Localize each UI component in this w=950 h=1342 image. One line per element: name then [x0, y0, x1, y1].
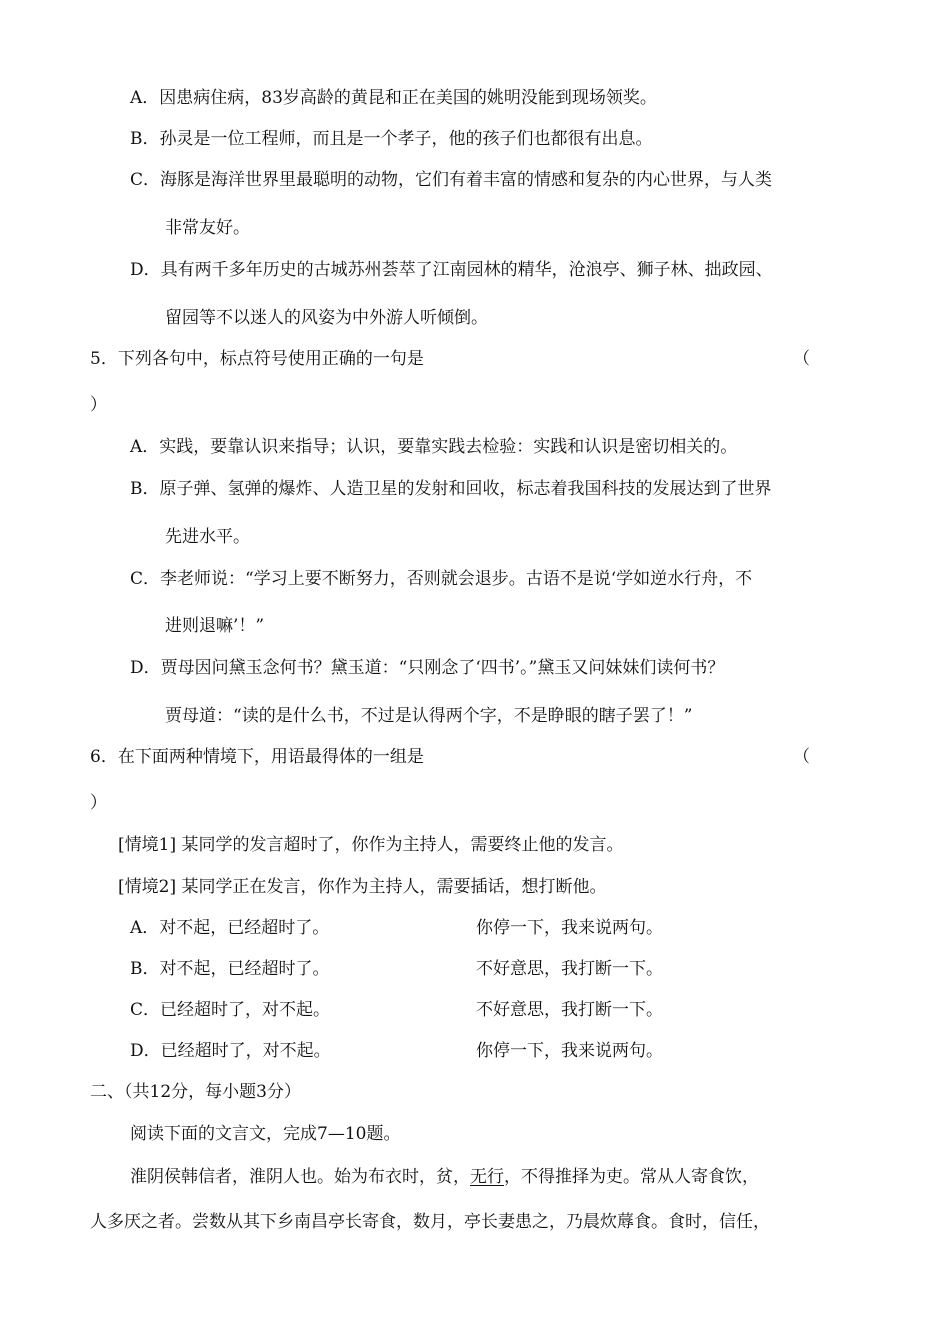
q4-option-a: A．因患病住病，83岁高龄的黄昆和正在美国的姚明没能到现场领奖。	[130, 88, 657, 108]
q6-option-a-col2: 你停一下，我来说两句。	[476, 918, 663, 938]
q6-option-d-col2: 你停一下，我来说两句。	[476, 1041, 663, 1061]
q6-stem: 6．在下面两种情境下，用语最得体的一组是	[90, 747, 424, 767]
q6-option-b-col2: 不好意思，我打断一下。	[476, 959, 663, 979]
q6-answer-paren-open: （	[793, 747, 810, 767]
q4-option-b: B．孙灵是一位工程师，而且是一个孝子，他的孩子们也都很有出息。	[130, 129, 653, 149]
q5-option-b-cont: 先进水平。	[165, 527, 250, 547]
q6-option-c: C．已经超时了，对不起。	[130, 1000, 331, 1020]
q6-option-d: D．已经超时了，对不起。	[130, 1041, 331, 1061]
q5-option-c: C．李老师说：“学习上要不断努力，否则就会退步。古语不是说‘学如逆水行舟，不	[130, 569, 753, 589]
q6-situation-2: [情境2] 某同学正在发言，你作为主持人，需要插话，想打断他。	[118, 877, 607, 897]
q6-situation-1: [情境1] 某同学的发言超时了，你作为主持人，需要终止他的发言。	[118, 835, 624, 855]
passage-line-2: 人多厌之者。尝数从其下乡南昌亭长寄食，数月，亭长妻患之，乃晨炊蓐食。食时，信任，	[90, 1212, 770, 1232]
q5-option-d: D．贾母因问黛玉念何书？黛玉道：“只刚念了‘四书’。”黛玉又问妹妹们读何书？	[130, 658, 725, 678]
underlined-term: 无行	[470, 1167, 504, 1187]
q4-option-d-cont: 留园等不以迷人的风姿为中外游人听倾倒。	[165, 308, 488, 328]
q6-option-c-col2: 不好意思，我打断一下。	[476, 1000, 663, 1020]
q4-option-c: C．海豚是海洋世界里最聪明的动物，它们有着丰富的情感和复杂的内心世界，与人类	[130, 170, 773, 190]
q6-answer-paren-close: ）	[90, 793, 107, 813]
section-2-instruction: 阅读下面的文言文，完成7—10题。	[130, 1124, 401, 1144]
q5-option-b: B．原子弹、氢弹的爆炸、人造卫星的发射和回收，标志着我国科技的发展达到了世界	[130, 479, 772, 499]
q5-option-c-cont: 进则退嘛’！”	[165, 616, 265, 636]
section-2-heading: 二、（共12分，每小题3分）	[90, 1082, 301, 1102]
q5-option-d-cont: 贾母道：“读的是什么书，不过是认得两个字，不是睁眼的瞎子罢了！”	[165, 706, 693, 726]
q6-option-a: A．对不起，已经超时了。	[130, 918, 330, 938]
q5-answer-paren-open: （	[793, 349, 810, 369]
q5-stem: 5．下列各句中，标点符号使用正确的一句是	[90, 349, 424, 369]
q5-option-a: A．实践，要靠认识来指导；认识，要靠实践去检验：实践和认识是密切相关的。	[130, 437, 738, 457]
q6-option-b: B．对不起，已经超时了。	[130, 959, 330, 979]
passage-line-1: 淮阴侯韩信者，淮阴人也。始为布衣时，贫，无行，不得推择为吏。常从人寄食饮，	[130, 1167, 759, 1187]
q4-option-c-cont: 非常友好。	[165, 218, 250, 238]
q5-answer-paren-close: ）	[90, 395, 107, 415]
q4-option-d: D．具有两千多年历史的古城苏州荟萃了江南园林的精华，沧浪亭、狮子林、拙政园、	[130, 260, 773, 280]
